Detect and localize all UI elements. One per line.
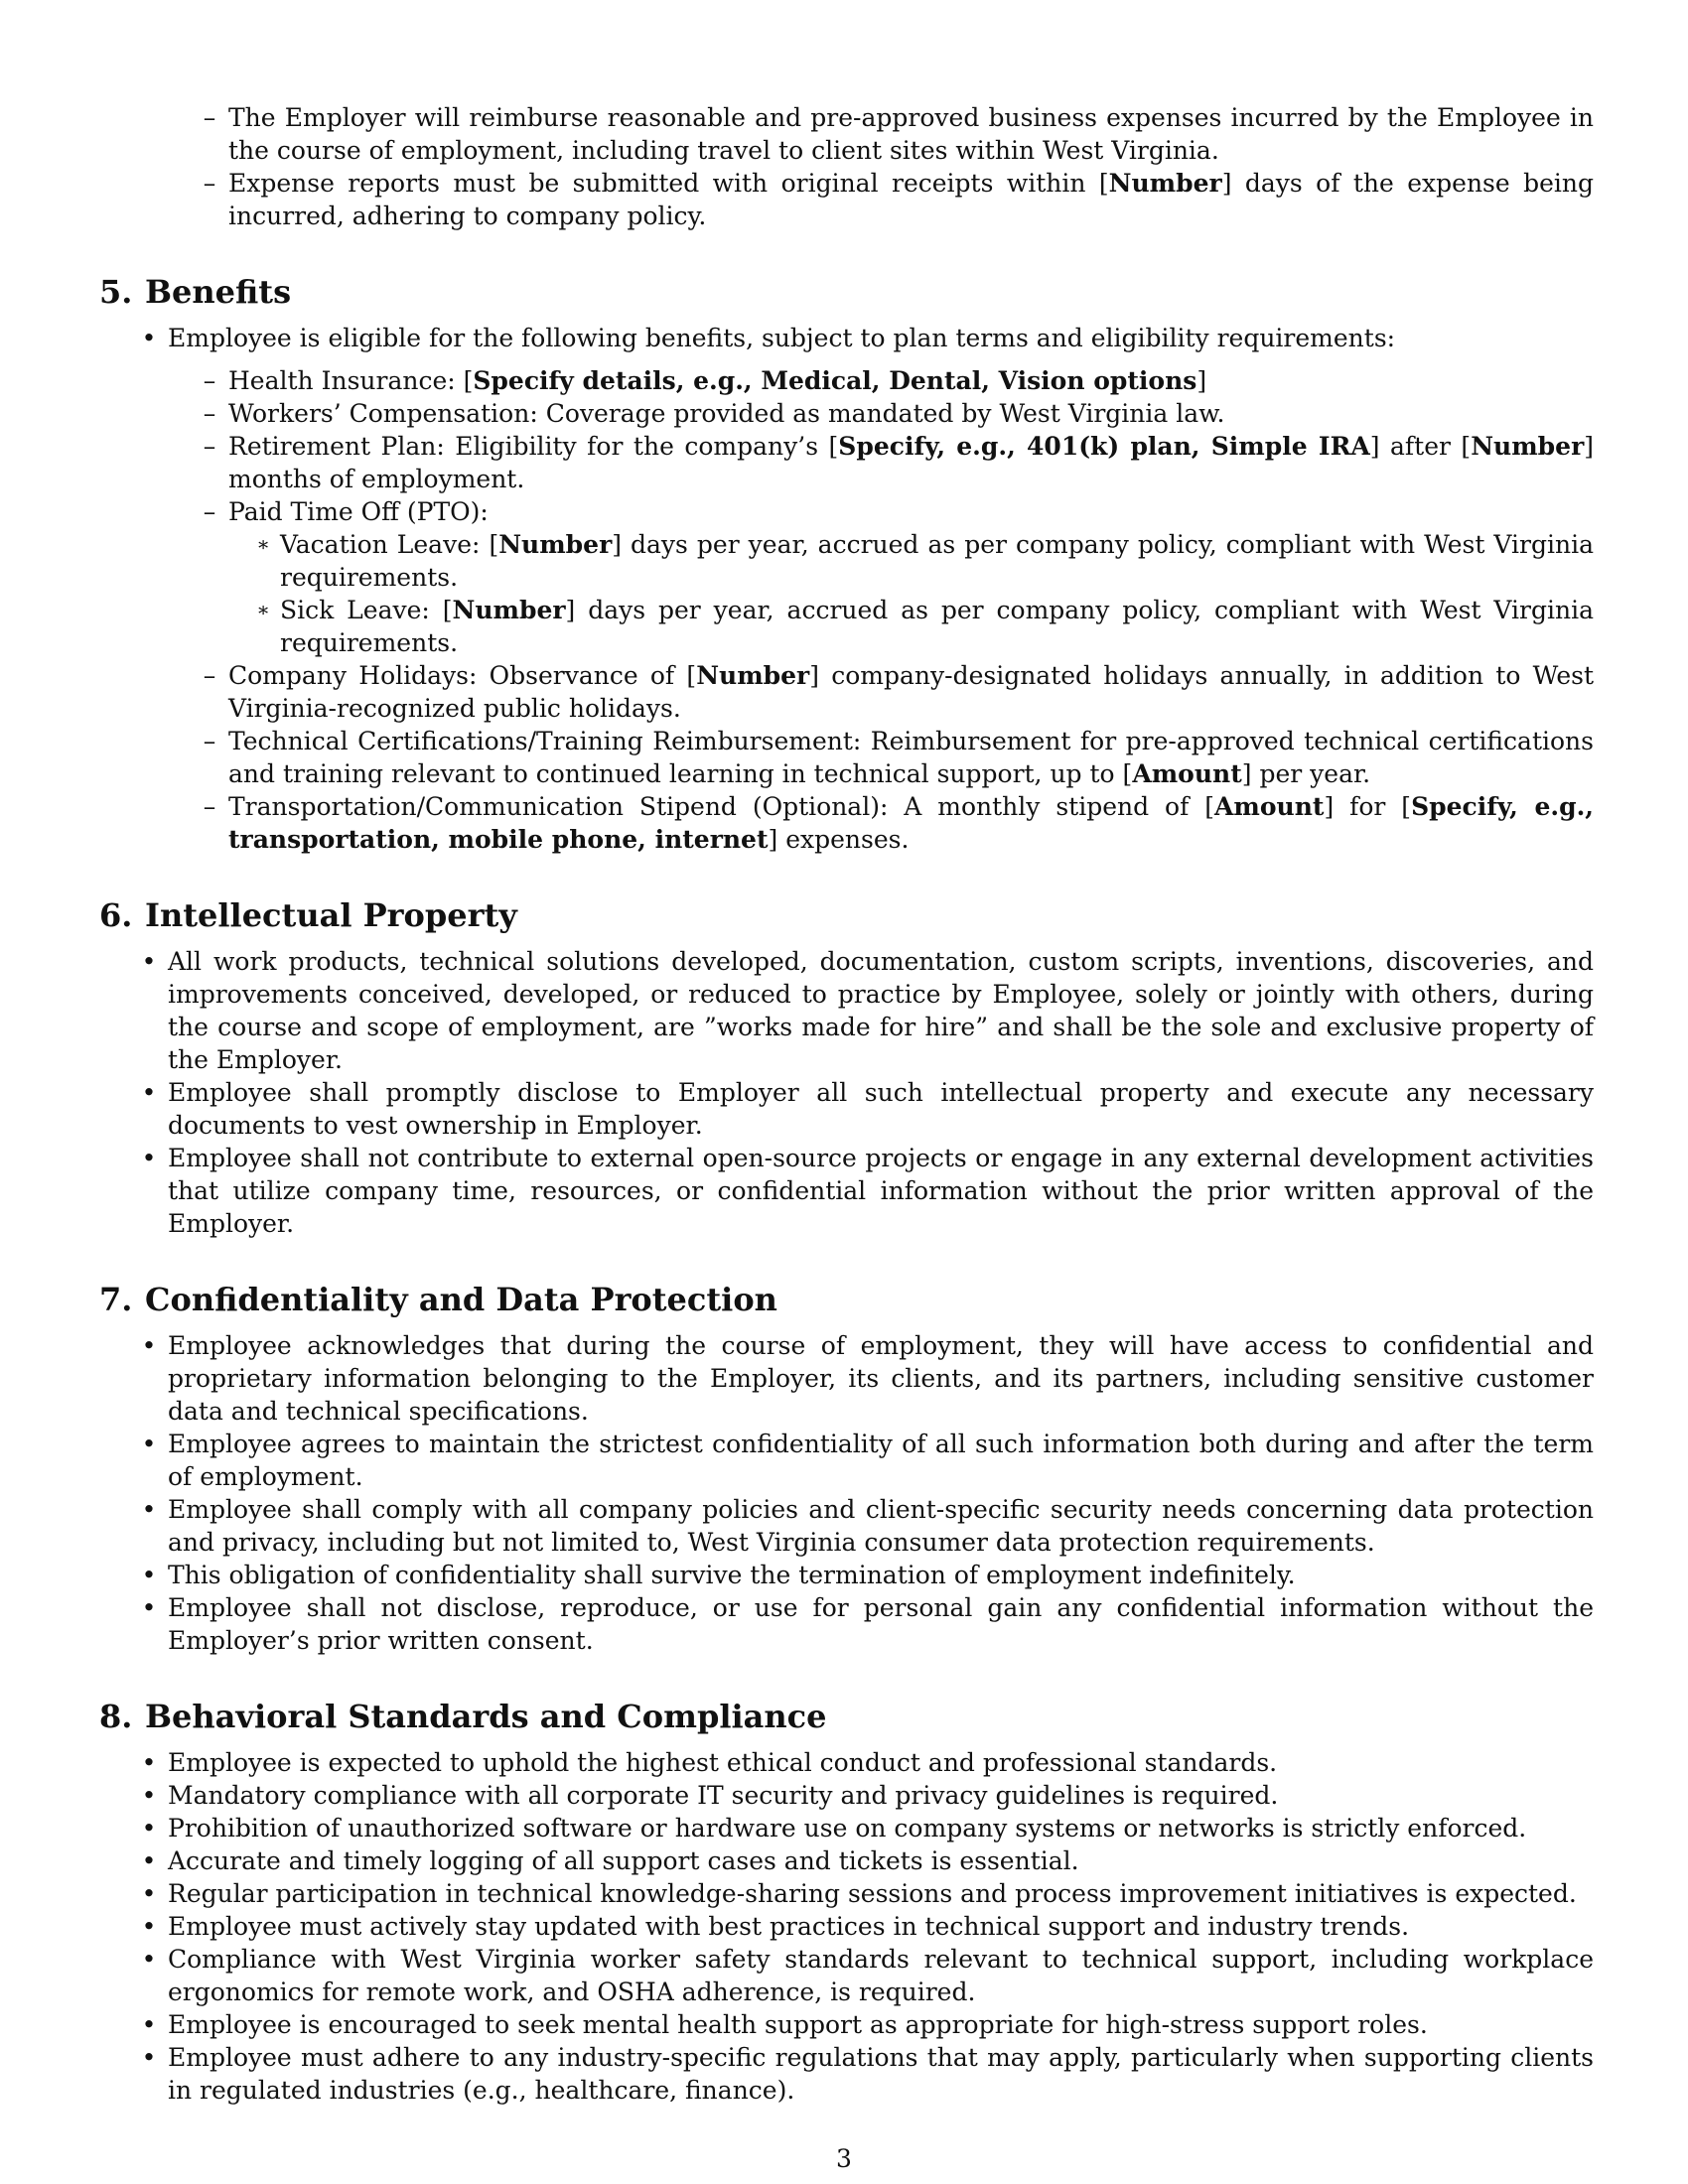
list-item <box>99 2008 1594 2041</box>
ip-list <box>99 945 1594 1240</box>
health-insurance-text: Health Insurance: [Specify details, e.g., Medical, Dental, Vision options] <box>228 366 1207 395</box>
pto-label: Paid Time Off (PTO): <box>228 497 489 526</box>
training-reimbursement-text: Technical Certifications/Training Reimbursement: Reimbursement for pre-approved technical certifications and training relevant to continued learning in technical support, up to [Amount] per year. <box>228 727 1594 788</box>
list-item <box>99 495 1594 528</box>
list-item <box>99 397 1594 430</box>
retirement-plan-text: Retirement Plan: Eligibility for the company’s [Specify, e.g., 401(k) plan, Simple IRA] after [Number] months of employment. <box>228 432 1595 493</box>
list-item <box>99 725 1594 790</box>
list-item-text: Accurate and timely logging of all support cases and tickets is essential. <box>168 1846 1079 1875</box>
list-item <box>99 1943 1594 2008</box>
list-item <box>99 1428 1594 1493</box>
list-item <box>99 1559 1594 1591</box>
list-item-text: Employee shall not disclose, reproduce, or use for personal gain any confidential information without the Employer’s prior written consent. <box>168 1593 1594 1655</box>
list-item <box>99 1329 1594 1428</box>
section-heading <box>99 1280 1594 1319</box>
bullet-marker: • <box>141 1078 157 1107</box>
dash-marker: – <box>203 497 216 526</box>
list-item <box>99 1812 1594 1844</box>
section-title: Behavioral Standards and Compliance <box>145 1698 827 1735</box>
list-item-text: Employee shall promptly disclose to Employer all such intellectual property and execute any necessary documents to vest ownership in Employer. <box>168 1078 1594 1140</box>
section-heading <box>99 272 1594 312</box>
list-item <box>99 1746 1594 1779</box>
section-title: Confidentiality and Data Protection <box>145 1281 777 1318</box>
bullet-marker: • <box>141 1430 157 1458</box>
sick-leave-text: Sick Leave: [Number] days per year, accrued as per company policy, compliant with West Virginia requirements. <box>280 596 1594 657</box>
list-item <box>99 1142 1594 1240</box>
list-item-text: Regular participation in technical knowledge-sharing sessions and process improvement initiatives is expected. <box>168 1879 1577 1908</box>
bullet-marker: • <box>141 2043 157 2072</box>
stipend-text: Transportation/Communication Stipend (Optional): A monthly stipend of [Amount] for [Specify, e.g., transportation, mobile phone, internet] expenses. <box>228 792 1595 854</box>
bullet-marker: • <box>141 1912 157 1941</box>
list-item <box>99 1779 1594 1812</box>
dash-marker: – <box>203 661 216 690</box>
dash-marker: – <box>203 727 216 755</box>
bullet-marker: • <box>141 2010 157 2039</box>
list-item <box>99 430 1594 495</box>
expense-list <box>99 101 1594 232</box>
section-title: Benefits <box>145 273 292 311</box>
section-benefits <box>99 272 1594 856</box>
behavioral-list <box>99 1746 1594 2107</box>
list-item <box>99 322 1594 354</box>
list-item-text: Prohibition of unauthorized software or hardware use on company systems or networks is strictly enforced. <box>168 1814 1527 1843</box>
dash-marker: – <box>203 432 216 461</box>
bullet-marker: • <box>141 1748 157 1777</box>
list-item <box>99 945 1594 1076</box>
dash-marker: – <box>203 366 216 395</box>
list-item-text: Mandatory compliance with all corporate IT security and privacy guidelines is required. <box>168 1781 1279 1810</box>
list-item <box>99 1591 1594 1657</box>
list-item-text: Employee acknowledges that during the course of employment, they will have access to confidential and proprietary information belonging to the Employer, its clients, and its partners, including sensitive customer data and technical specifications. <box>168 1331 1594 1426</box>
bullet-marker: • <box>141 1781 157 1810</box>
bullet-marker: • <box>141 1945 157 1974</box>
bullet-marker: • <box>141 1814 157 1843</box>
dash-marker: – <box>203 399 216 428</box>
section-number: 5. <box>99 273 133 311</box>
list-item-text: Employee must actively stay updated with best practices in technical support and industry trends. <box>168 1912 1410 1941</box>
bullet-marker: • <box>141 1495 157 1524</box>
star-marker: ∗ <box>256 598 270 621</box>
vacation-leave-text: Vacation Leave: [Number] days per year, accrued as per company policy, compliant with West Virginia requirements. <box>280 530 1594 592</box>
section-title: Intellectual Property <box>145 896 517 934</box>
list-item-text: Employee shall not contribute to external open-source projects or engage in any external development activities that utilize company time, resources, or confidential information without the prior written approval of the Employer. <box>168 1144 1594 1238</box>
list-item <box>99 1910 1594 1943</box>
section-confidentiality <box>99 1280 1594 1657</box>
list-item <box>99 1844 1594 1877</box>
list-item <box>99 790 1594 856</box>
bullet-marker: • <box>141 1846 157 1875</box>
section-number: 8. <box>99 1698 133 1735</box>
bullet-marker: • <box>141 1879 157 1908</box>
document-body <box>99 101 1594 2107</box>
section-behavioral-standards <box>99 1697 1594 2107</box>
star-marker: ∗ <box>256 532 270 556</box>
page-number: 3 <box>836 2144 852 2173</box>
list-item <box>99 659 1594 725</box>
list-item <box>99 167 1594 232</box>
bullet-marker: • <box>141 1144 157 1172</box>
section-heading <box>99 895 1594 935</box>
list-item <box>99 101 1594 167</box>
confidentiality-list <box>99 1329 1594 1657</box>
bullet-marker: • <box>141 324 157 352</box>
list-item-text: Employee is encouraged to seek mental health support as appropriate for high-stress support roles. <box>168 2010 1428 2039</box>
section-number: 6. <box>99 896 133 934</box>
bullet-marker: • <box>141 1331 157 1360</box>
list-item <box>99 594 1594 659</box>
list-item-text: Employee agrees to maintain the strictest confidentiality of all such information both during and after the term of employment. <box>168 1430 1594 1491</box>
dash-marker: – <box>203 169 216 198</box>
benefits-list <box>99 322 1594 354</box>
expense-reports-text: Expense reports must be submitted with original receipts within [Number] days of the expense being incurred, adhering to company policy. <box>228 169 1594 230</box>
bullet-marker: • <box>141 947 157 976</box>
company-holidays-text: Company Holidays: Observance of [Number] company-designated holidays annually, in addition to West Virginia-recognized public holidays. <box>228 661 1594 723</box>
list-item-text: Employee must adhere to any industry-specific regulations that may apply, particularly when supporting clients in regulated industries (e.g., healthcare, finance). <box>168 2043 1594 2105</box>
list-item <box>99 1493 1594 1559</box>
benefits-sublist <box>99 364 1594 856</box>
list-item <box>99 2041 1594 2107</box>
list-item-text: This obligation of confidentiality shall survive the termination of employment indefinitely. <box>168 1561 1296 1589</box>
list-item <box>99 528 1594 594</box>
benefits-lead-text: Employee is eligible for the following benefits, subject to plan terms and eligibility requirements: <box>168 324 1396 352</box>
list-item-text: All work products, technical solutions developed, documentation, custom scripts, inventions, discoveries, and improvements conceived, developed, or reduced to practice by Employee, solely or jointly with others, during the course and scope of employment, are ”works made for hire” and shall be the sole and exclusive property of the Employer. <box>168 947 1594 1074</box>
bullet-marker: • <box>141 1561 157 1589</box>
section-heading <box>99 1697 1594 1736</box>
list-item <box>99 364 1594 397</box>
dash-marker: – <box>203 792 216 821</box>
list-item-text: Employee shall comply with all company policies and client-specific security needs concerning data protection and privacy, including but not limited to, West Virginia consumer data protection requirements. <box>168 1495 1594 1557</box>
dash-marker: – <box>203 103 216 132</box>
list-item <box>99 1076 1594 1142</box>
section-intellectual-property <box>99 895 1594 1240</box>
bullet-marker: • <box>141 1593 157 1622</box>
list-item-text: Employee is expected to uphold the highest ethical conduct and professional standards. <box>168 1748 1278 1777</box>
section-number: 7. <box>99 1281 133 1318</box>
list-item-text: Compliance with West Virginia worker safety standards relevant to technical support, including workplace ergonomics for remote work, and OSHA adherence, is required. <box>168 1945 1594 2006</box>
workers-comp-text: Workers’ Compensation: Coverage provided as mandated by West Virginia law. <box>228 399 1225 428</box>
list-item <box>99 1877 1594 1910</box>
expense-reimbursement-text: The Employer will reimburse reasonable and pre-approved business expenses incurred by the Employee in the course of employment, including travel to client sites within West Virginia. <box>228 103 1594 165</box>
